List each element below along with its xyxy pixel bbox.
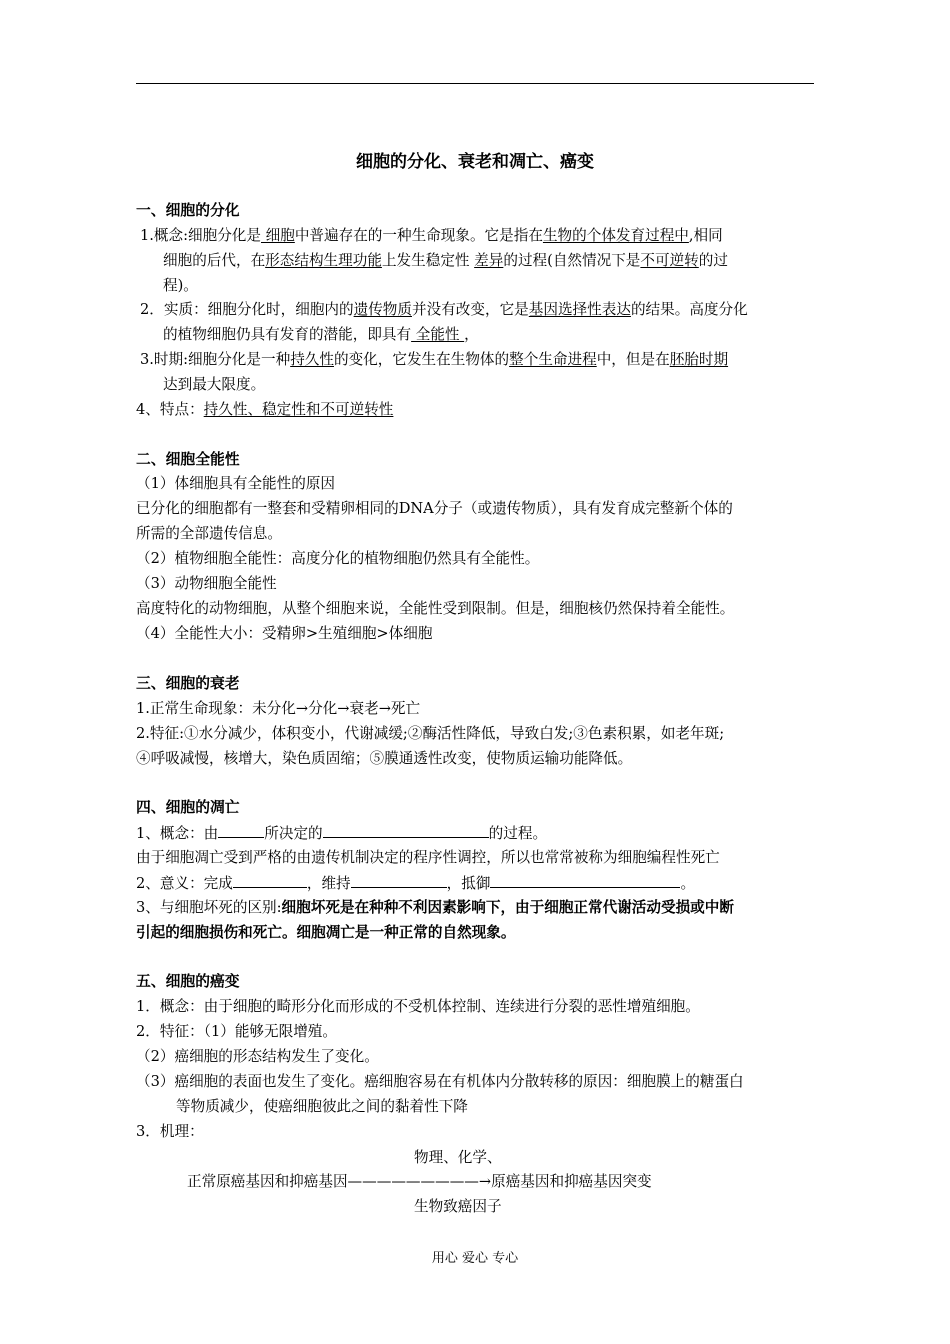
s1-concept-line1: 1.概念:细胞分化是 细胞中普遍存在的一种生命现象。它是指在生物的个体发育过程中,相同 bbox=[140, 227, 723, 244]
blank-2 bbox=[323, 823, 489, 838]
s5-line-5: 等物质减少，使癌细胞彼此之间的黏着性下降 bbox=[176, 1098, 468, 1115]
s5-line-1: 1．概念：由于细胞的畸形分化而形成的不受机体控制、连续进行分裂的恶性增殖细胞。 bbox=[136, 998, 700, 1015]
s4-line-2: 由于细胞凋亡受到严格的由遗传机制决定的程序性调控，所以也常常被称为细胞编程性死亡 bbox=[136, 849, 720, 866]
s3-line-1: 1.正常生命现象：未分化→分化→衰老→死亡 bbox=[136, 700, 421, 717]
top-rule bbox=[136, 83, 814, 84]
s5-line-6: 3．机理： bbox=[136, 1123, 204, 1140]
mechanism-top-label: 物理、化学、 bbox=[414, 1149, 502, 1166]
s1-essence-line2: 的植物细胞仍具有发育的潜能，即具有 全能性 ， bbox=[163, 326, 479, 343]
s5-line-3: （2）癌细胞的形态结构发生了变化。 bbox=[136, 1048, 379, 1065]
s1-period-line2: 达到最大限度。 bbox=[163, 376, 266, 393]
s4-difference-line2: 引起的细胞损伤和死亡。细胞凋亡是一种正常的自然现象。 bbox=[136, 924, 516, 941]
s1-concept-line3: 程)。 bbox=[163, 277, 198, 294]
blank-1 bbox=[218, 823, 264, 838]
s2-line-5: （3）动物细胞全能性 bbox=[136, 575, 277, 592]
section-5-heading: 五、细胞的癌变 bbox=[136, 973, 240, 990]
s1-concept-line2: 细胞的后代，在形态结构生理功能上发生稳定性 差异的过程(自然情况下是不可逆转的过 bbox=[163, 252, 728, 269]
blank-5 bbox=[490, 873, 680, 888]
s4-concept-line: 1、概念：由 所决定的 的过程。 bbox=[136, 825, 548, 842]
s4-difference-line1: 3、与细胞坏死的区别:细胞坏死是在种种不利因素影响下，由于细胞正常代谢活动受损或中断 bbox=[136, 899, 734, 916]
s5-line-4: （3）癌细胞的表面也发生了变化。癌细胞容易在有机体内分散转移的原因：细胞膜上的糖蛋白 bbox=[136, 1073, 744, 1090]
s1-essence-line1: 2．实质：细胞分化时，细胞内的遗传物质并没有改变，它是基因选择性表达的结果。高度分化 bbox=[140, 301, 748, 318]
s2-line-2: 已分化的细胞都有一整套和受精卵相同的DNA分子（或遗传物质），具有发育成完整新个体的 bbox=[136, 500, 733, 517]
s3-line-2: 2.特征:①水分减少，体积变小，代谢减缓;②酶活性降低，导致白发;③色素积累，如老年斑; bbox=[136, 725, 725, 742]
page-title: 细胞的分化、衰老和凋亡、癌变 bbox=[356, 152, 594, 172]
s2-line-1: （1）体细胞具有全能性的原因 bbox=[136, 475, 336, 492]
section-4-heading: 四、细胞的凋亡 bbox=[136, 799, 240, 816]
s4-significance-line: 2、意义：完成 ，维持 ，抵御 。 bbox=[136, 875, 696, 892]
s2-line-3: 所需的全部遗传信息。 bbox=[136, 525, 282, 542]
s2-line-4: （2）植物细胞全能性：高度分化的植物细胞仍然具有全能性。 bbox=[136, 550, 540, 567]
s3-line-3: ④呼吸减慢，核增大，染色质固缩；⑤膜通透性改变，使物质运输功能降低。 bbox=[136, 750, 633, 767]
s2-line-6: 高度特化的动物细胞，从整个细胞来说，全能性受到限制。但是，细胞核仍然保持着全能性。 bbox=[136, 600, 735, 617]
mechanism-formula: 正常原癌基因和抑癌基因—————————→原癌基因和抑癌基因突变 bbox=[187, 1173, 652, 1190]
s2-line-7: （4）全能性大小：受精卵>生殖细胞>体细胞 bbox=[136, 625, 433, 642]
s1-feature-line: 4、特点：持久性、稳定性和不可逆转性 bbox=[136, 401, 394, 418]
page-footer: 用心 爱心 专心 bbox=[431, 1251, 519, 1266]
s1-period-line1: 3.时期:细胞分化是一种持久性的变化，它发生在生物体的整个生命进程中，但是在胚胎时期 bbox=[140, 351, 729, 368]
section-2-heading: 二、细胞全能性 bbox=[136, 451, 240, 468]
blank-4 bbox=[351, 873, 447, 888]
section-1-heading: 一、细胞的分化 bbox=[136, 202, 240, 219]
blank-3 bbox=[233, 873, 307, 888]
section-3-heading: 三、细胞的衰老 bbox=[136, 675, 240, 692]
s5-line-2: 2．特征：（1）能够无限增殖。 bbox=[136, 1023, 337, 1040]
mechanism-bottom-label: 生物致癌因子 bbox=[414, 1198, 502, 1215]
